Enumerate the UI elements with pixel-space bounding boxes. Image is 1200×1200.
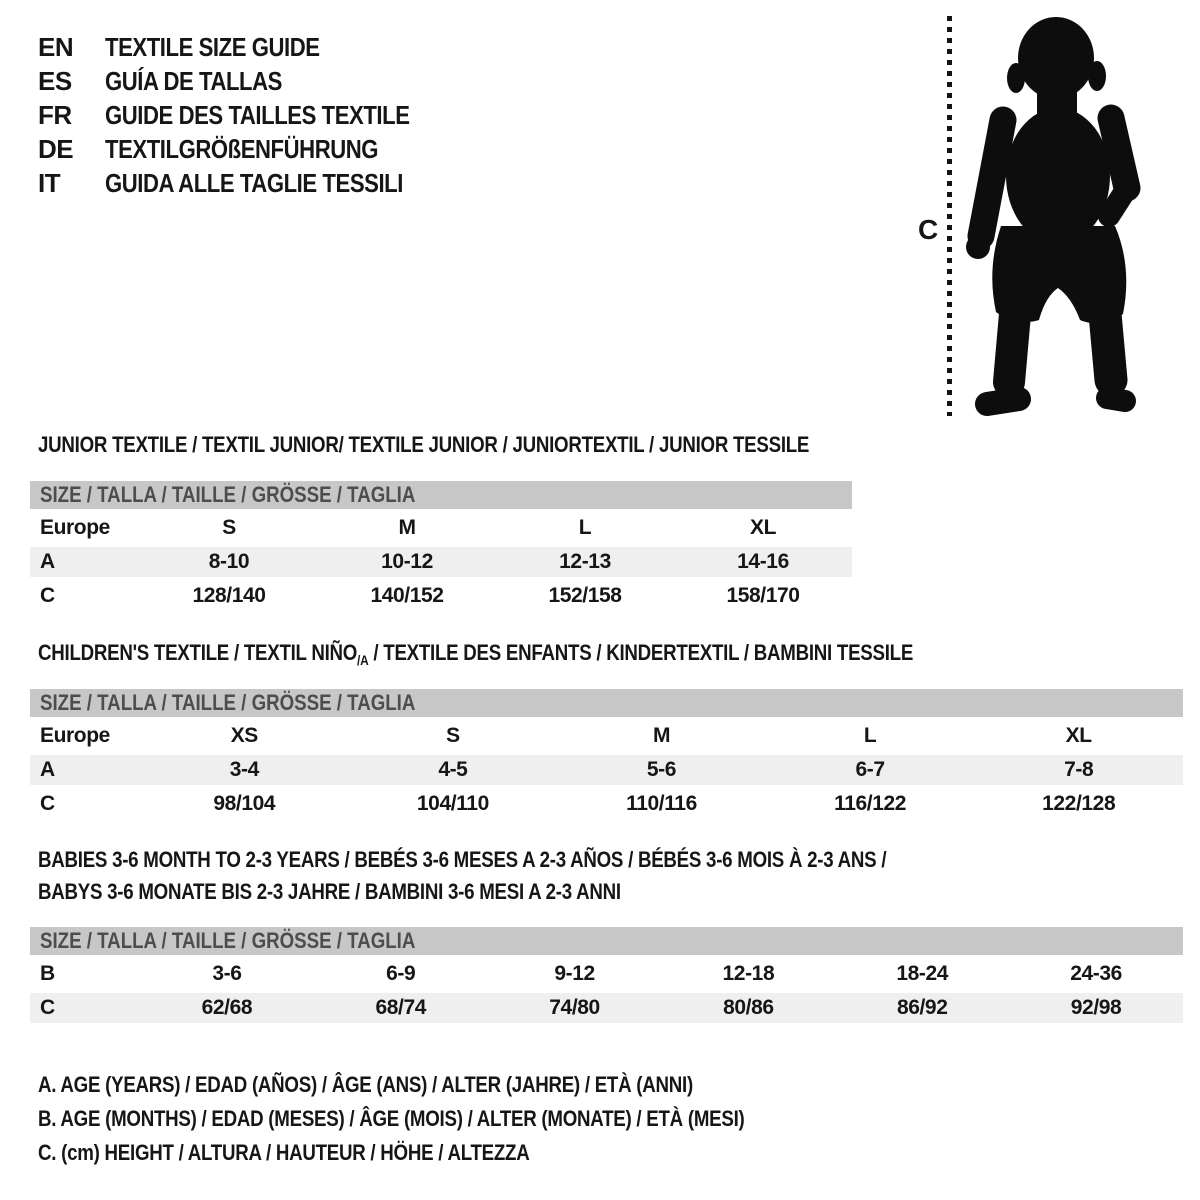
age-cell: 7-8 [1064, 758, 1094, 781]
height-cell: 98/104 [213, 792, 276, 815]
children-section-title [38, 641, 913, 672]
footnote-height-cm: C. (cm) HEIGHT / ALTURA / HAUTEUR / HÖHE / ALTEZZA [38, 1140, 530, 1165]
lang-row-fr [38, 98, 463, 132]
lang-code: EN [38, 32, 74, 62]
age-cell: 4-5 [438, 758, 468, 781]
row-label: C [40, 996, 55, 1019]
age-cell: 12-13 [559, 550, 611, 573]
size-header-label: SIZE / TALLA / TAILLE / GRÖSSE / TAGLIA [40, 482, 416, 507]
size-header-label: SIZE / TALLA / TAILLE / GRÖSSE / TAGLIA [40, 928, 416, 953]
height-cell: 110/116 [626, 792, 697, 815]
height-cell: 80/86 [723, 996, 774, 1019]
table-row-age [30, 547, 852, 577]
lang-title: TEXTILGRÖßENFÜHRUNG [105, 134, 379, 164]
height-cell: 92/98 [1070, 996, 1122, 1019]
table-row-age-months [30, 959, 1183, 989]
children-title-prefix: CHILDREN'S TEXTILE / TEXTIL NIÑO [38, 640, 358, 665]
row-label: Europe [40, 724, 110, 747]
age-cell: 8-10 [208, 550, 250, 573]
table-row-height [30, 581, 852, 611]
size-header-bar [30, 689, 1183, 717]
row-label: Europe [40, 516, 110, 539]
table-row-height [30, 993, 1183, 1023]
size-cell: XL [1065, 724, 1092, 747]
size-cell: L [578, 516, 592, 539]
row-label: C [40, 584, 55, 607]
height-cell: 68/74 [375, 996, 427, 1019]
junior-section-title: JUNIOR TEXTILE / TEXTIL JUNIOR/ TEXTILE JUNIOR / JUNIORTEXTIL / JUNIOR TESSILE [38, 432, 810, 457]
footnote-age-years: A. AGE (YEARS) / EDAD (AÑOS) / ÂGE (ANS) / ALTER (JAHRE) / ETÀ (ANNI) [38, 1072, 693, 1097]
lang-title: TEXTILE SIZE GUIDE [105, 32, 320, 62]
size-header-label: SIZE / TALLA / TAILLE / GRÖSSE / TAGLIA [40, 690, 416, 715]
age-cell: 24-36 [1070, 962, 1122, 985]
height-cell: 140/152 [370, 584, 444, 607]
age-cell: 9-12 [554, 962, 595, 985]
row-label: B [40, 962, 55, 985]
footnote-age-months: B. AGE (MONTHS) / EDAD (MESES) / ÂGE (MOIS) / ALTER (MONATE) / ETÀ (MESI) [38, 1106, 745, 1131]
age-cell: 18-24 [896, 962, 949, 985]
height-dashed-line [947, 16, 952, 416]
height-cell: 158/170 [726, 584, 800, 607]
size-cell: L [863, 724, 877, 747]
age-cell: 6-9 [386, 962, 416, 985]
table-row-europe [30, 513, 852, 543]
age-cell: 3-4 [229, 758, 259, 781]
age-cell: 5-6 [646, 758, 677, 781]
age-cell: 10-12 [381, 550, 433, 573]
height-cell: 152/158 [548, 584, 622, 607]
height-cell: 86/92 [896, 996, 948, 1019]
children-title-sub: /A [357, 652, 369, 668]
babies-title-line1: BABIES 3-6 MONTH TO 2-3 YEARS / BEBÉS 3-6 MESES A 2-3 AÑOS / BÉBÉS 3-6 MOIS À 2-3 ANS / [38, 847, 887, 872]
height-cell: 62/68 [201, 996, 253, 1019]
children-size-table [30, 689, 1183, 819]
row-label: A [40, 758, 55, 781]
babies-size-table [30, 927, 1183, 1023]
language-title-block [38, 30, 463, 200]
size-cell: XL [749, 516, 777, 539]
lang-title: GUIDE DES TAILLES TEXTILE [105, 100, 410, 130]
toddler-silhouette [963, 16, 1143, 423]
table-row-europe [30, 721, 1183, 751]
lang-code: ES [38, 66, 72, 96]
age-cell: 12-18 [722, 962, 775, 985]
size-header-bar [30, 927, 1183, 955]
size-cell: S [222, 516, 236, 539]
lang-row-it [38, 166, 463, 200]
children-title-suffix: / TEXTILE DES ENFANTS / KINDERTEXTIL / BAMBINI TESSILE [368, 640, 914, 665]
size-header-bar [30, 481, 852, 509]
height-cell: 122/128 [1042, 792, 1116, 815]
lang-row-es [38, 64, 463, 98]
row-label: A [40, 550, 55, 573]
lang-code: IT [38, 168, 61, 198]
height-measure-label: C [918, 214, 939, 245]
babies-title-line2: BABYS 3-6 MONATE BIS 2-3 JAHRE / BAMBINI 3-6 MESI A 2-3 ANNI [38, 879, 621, 904]
age-cell: 6-7 [855, 758, 885, 781]
table-row-age [30, 755, 1183, 785]
footnotes [38, 1068, 869, 1170]
height-cell: 104/110 [416, 792, 489, 815]
size-cell: M [652, 724, 671, 747]
table-row-height [30, 789, 1183, 819]
lang-row-de [38, 132, 463, 166]
lang-title: GUÍA DE TALLAS [105, 66, 282, 96]
height-cell: 116/122 [834, 792, 907, 815]
junior-size-table [30, 481, 852, 611]
age-cell: 14-16 [737, 550, 789, 573]
babies-section-title [38, 844, 1036, 908]
size-cell: XS [230, 724, 258, 747]
height-cell: 128/140 [192, 584, 266, 607]
height-cell: 74/80 [549, 996, 600, 1019]
size-cell: M [398, 516, 416, 539]
size-cell: S [446, 724, 460, 747]
toddler-silhouette-svg [963, 16, 1143, 418]
lang-row-en [38, 30, 463, 64]
age-cell: 3-6 [212, 962, 242, 985]
row-label: C [40, 792, 55, 815]
lang-code: FR [38, 100, 72, 130]
lang-code: DE [38, 134, 74, 164]
lang-title: GUIDA ALLE TAGLIE TESSILI [105, 168, 403, 198]
